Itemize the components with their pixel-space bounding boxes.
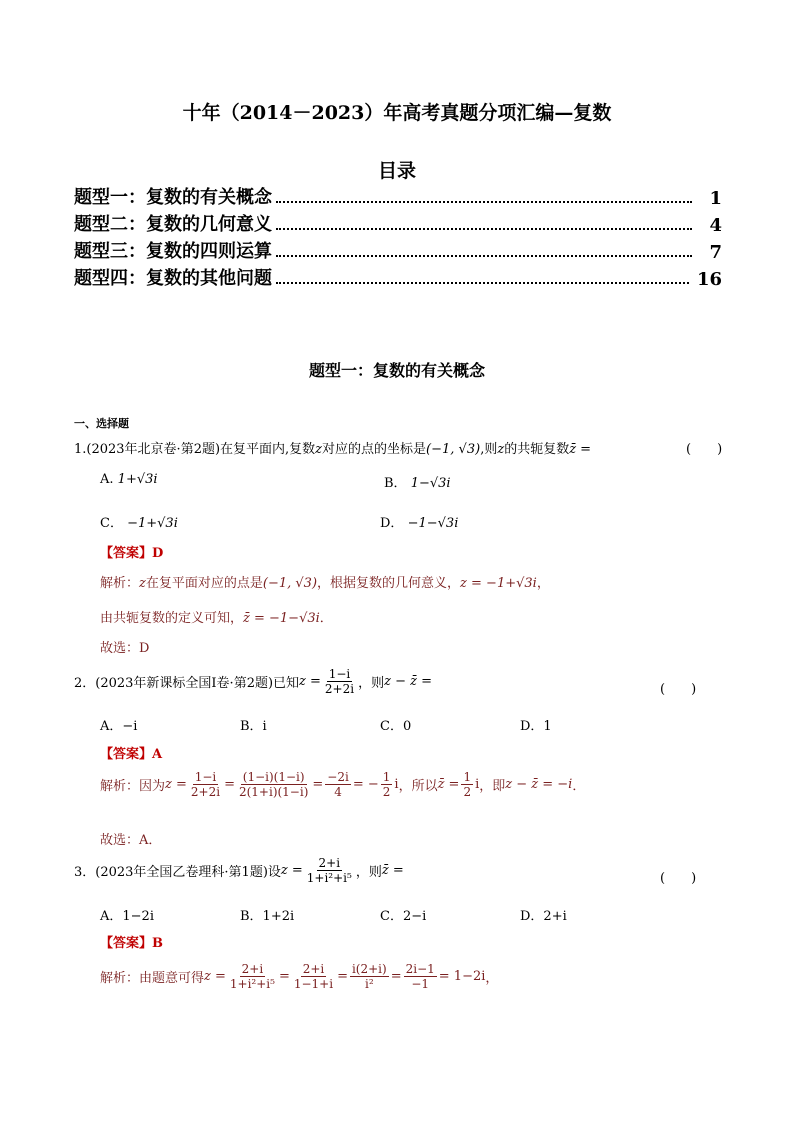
- fraction: $\frac{2+i}{\text{1+i²+i⁵}}$: [306, 856, 352, 886]
- selection-line: 故选：A．: [100, 833, 162, 848]
- answer-line: 【答案】D: [100, 546, 164, 561]
- question-2-stem: 2．(2023年新课标全国Ⅰ卷·第2题)已知 z = $\frac{1-i}{2+2i}$ ，则 z − z̄ =: [74, 667, 432, 697]
- explanation-line: 解析：由题意可得 z = $\frac{2+i}{\text{1+i²+i⁵}}$ = $\frac{2+i}{1-1+i}$ = $\frac{i(2+i)}{\text{i²}}$ = $\frac{2i-1}{-1}$ = 1−2i ，: [100, 962, 499, 992]
- document-title: 十年（2014－2023）年高考真题分项汇编—复数: [182, 102, 612, 124]
- fraction: $\frac{1-i}{2+2i}$: [190, 770, 221, 800]
- fraction: $\frac{-2i}{4}$: [327, 770, 349, 800]
- toc-item[interactable]: [74, 237, 722, 263]
- answer-line: 【答案】A: [100, 747, 163, 762]
- toc-item-label: 题型三：复数的四则运算: [74, 241, 272, 262]
- option-a[interactable]: A. 1+√3i: [100, 472, 158, 487]
- toc-item[interactable]: [74, 210, 722, 236]
- toc-leader: [276, 200, 692, 203]
- section-title: 题型一：复数的有关概念: [308, 361, 485, 380]
- explanation-line: 解析：因为 z = $\frac{1-i}{2+2i}$ = $\frac{(1-i)(1-i)}{2(1+i)(1-i)}$ = $\frac{-2i}{4}$ = − $\frac{1}{2}$ i ，所以 z̄ = $\frac{1}{2}$ i ，即 z − z̄ = −i ．: [100, 770, 586, 800]
- option-d[interactable]: D．2+i: [520, 909, 567, 924]
- toc-leader: [276, 227, 692, 230]
- option-d[interactable]: D．1: [520, 719, 552, 734]
- fraction: $\frac{2+i}{1-1+i}$: [293, 962, 334, 992]
- answer-blank: ( ): [660, 682, 697, 697]
- option-c[interactable]: C．2−i: [380, 909, 427, 924]
- toc-item-page: 4: [709, 215, 722, 236]
- toc-item-page: 16: [696, 269, 722, 290]
- option-d[interactable]: D． −1−√3i: [380, 516, 459, 531]
- toc-item-page: 7: [709, 242, 722, 263]
- option-b[interactable]: B． 1−√3i: [384, 476, 451, 491]
- part-title: 一、选择题: [74, 417, 129, 430]
- fraction: $\frac{2+i}{\text{1+i²+i⁵}}$: [229, 962, 275, 992]
- answer-blank: ( ): [660, 871, 697, 886]
- fraction: $\frac{(1-i)(1-i)}{2(1+i)(1-i)}$: [238, 770, 309, 800]
- option-c[interactable]: C． −1+√3i: [100, 516, 178, 531]
- explanation-line: 由共轭复数的定义可知，z̄ = −1−√3i．: [100, 611, 333, 626]
- toc-leader: [276, 281, 689, 284]
- answer-blank: ( ): [686, 442, 723, 457]
- fraction: $\frac{1}{2}$: [463, 770, 472, 800]
- fraction: $\frac{1-i}{2+2i}$: [324, 667, 355, 697]
- option-a[interactable]: A．−i: [100, 719, 138, 734]
- fraction: $\frac{2i-1}{-1}$: [405, 962, 435, 992]
- toc-item[interactable]: [74, 183, 722, 209]
- toc-leader: [276, 254, 692, 257]
- toc-item-label: 题型一：复数的有关概念: [74, 187, 272, 208]
- toc-heading: 目录: [377, 160, 416, 182]
- option-b[interactable]: B．1+2i: [240, 909, 295, 924]
- answer-line: 【答案】B: [100, 936, 164, 951]
- fraction: $\frac{i(2+i)}{\text{i²}}$: [351, 962, 387, 992]
- fraction: $\frac{1}{2}$: [382, 770, 391, 800]
- question-1-stem: 1.(2023年北京卷·第2题)在复平面内,复数z对应的点的坐标是(−1, √3),则z的共轭复数z̄ =: [74, 442, 592, 457]
- toc-item[interactable]: [74, 264, 722, 290]
- explanation-line: 解析：z在复平面对应的点是(−1, √3)，根据复数的几何意义，z = −1+√3i，: [100, 576, 550, 591]
- question-3-stem: 3．(2023年全国乙卷理科·第1题)设 z = $\frac{2+i}{\text{1+i²+i⁵}}$ ，则 z̄ =: [74, 856, 404, 886]
- toc-item-label: 题型二：复数的几何意义: [74, 214, 272, 235]
- option-a[interactable]: A．1−2i: [100, 909, 154, 924]
- option-c[interactable]: C．0: [380, 719, 412, 734]
- toc-item-page: 1: [709, 188, 722, 209]
- option-b[interactable]: B．i: [240, 719, 267, 734]
- toc-item-label: 题型四：复数的其他问题: [74, 268, 272, 289]
- selection-line: 故选：D: [100, 641, 150, 656]
